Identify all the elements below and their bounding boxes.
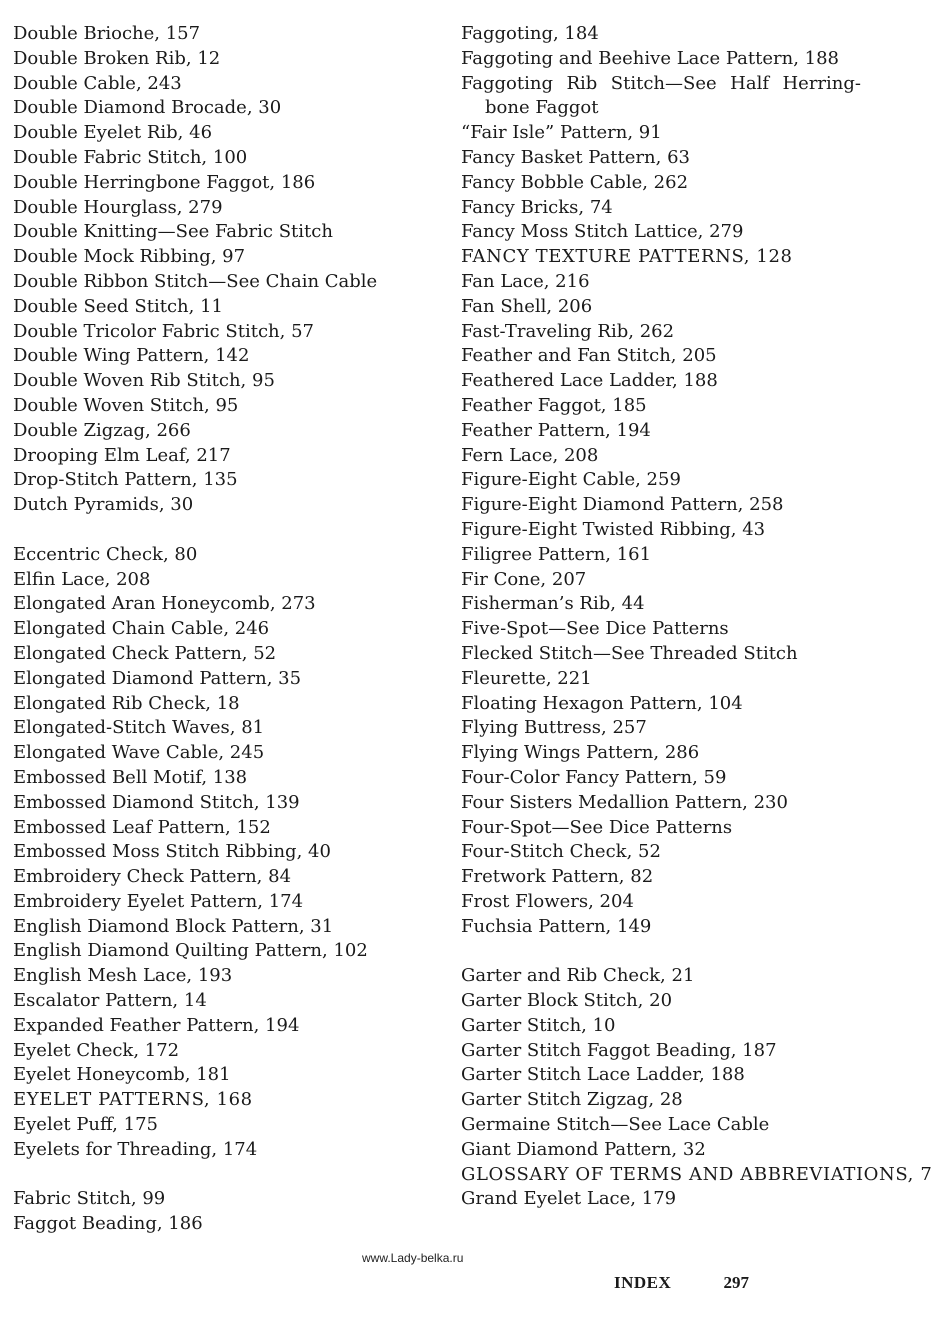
index-entry: Faggoting and Beehive Lace Pattern, 188 bbox=[461, 47, 839, 69]
index-entry: Eccentric Check, 80 bbox=[13, 543, 198, 565]
index-entry: Fancy Basket Pattern, 63 bbox=[461, 146, 690, 168]
index-entry: Double Knitting—See Fabric Stitch bbox=[13, 221, 333, 243]
index-entry: Double Brioche, 157 bbox=[13, 23, 201, 44]
index-entry: FANCY TEXTURE PATTERNS, 128 bbox=[461, 246, 793, 268]
index-entry: Double Mock Ribbing, 97 bbox=[13, 246, 246, 268]
index-entry: Feather Faggot, 185 bbox=[461, 394, 647, 416]
index-entry: Fir Cone, 207 bbox=[461, 568, 587, 590]
index-entry: Eyelets for Threading, 174 bbox=[13, 1138, 258, 1160]
index-entry: Germaine Stitch—See Lace Cable bbox=[461, 1114, 770, 1136]
index-entry: Faggot Beading, 186 bbox=[13, 1213, 203, 1235]
index-entry: Fancy Bricks, 74 bbox=[461, 196, 613, 218]
watermark: www.Lady-belka.ru bbox=[362, 1251, 464, 1265]
index-entry: Expanded Feather Pattern, 194 bbox=[13, 1014, 300, 1036]
index-entry: Double Ribbon Stitch—See Chain Cable bbox=[13, 270, 378, 292]
index-entry: Four-Color Fancy Pattern, 59 bbox=[461, 766, 727, 788]
index-entry: Double Hourglass, 279 bbox=[13, 196, 223, 218]
index-entry: Embroidery Check Pattern, 84 bbox=[13, 866, 292, 888]
index-entry: Drop-Stitch Pattern, 135 bbox=[13, 469, 238, 491]
index-entry: Escalator Pattern, 14 bbox=[13, 990, 207, 1012]
index-entry: “Fair Isle” Pattern, 91 bbox=[461, 122, 662, 144]
index-entry: Fan Shell, 206 bbox=[461, 295, 593, 317]
index-entry: Garter and Rib Check, 21 bbox=[461, 965, 695, 987]
index-entry: Elongated Check Pattern, 52 bbox=[13, 642, 277, 664]
index-entry: Drooping Elm Leaf, 217 bbox=[13, 444, 231, 466]
index-entry: Double Tricolor Fabric Stitch, 57 bbox=[13, 320, 314, 342]
index-entry: Embossed Moss Stitch Ribbing, 40 bbox=[13, 841, 331, 863]
index-entry: Four Sisters Medallion Pattern, 230 bbox=[461, 791, 788, 813]
index-entry: Feather and Fan Stitch, 205 bbox=[461, 345, 717, 367]
index-section-gap bbox=[13, 1163, 423, 1188]
index-entry: Double Eyelet Rib, 46 bbox=[13, 122, 213, 144]
index-entry: Flying Buttress, 257 bbox=[461, 717, 647, 739]
page-footer bbox=[614, 1273, 749, 1293]
index-entry: Double Diamond Brocade, 30 bbox=[13, 97, 282, 119]
index-entry: Grand Eyelet Lace, 179 bbox=[461, 1188, 677, 1210]
index-entry: Elfin Lace, 208 bbox=[13, 568, 151, 590]
index-entry: Fast-Traveling Rib, 262 bbox=[461, 320, 675, 342]
index-entry: Five-Spot—See Dice Patterns bbox=[461, 618, 729, 640]
index-entry: Floating Hexagon Pattern, 104 bbox=[461, 692, 743, 714]
index-entry: Embossed Diamond Stitch, 139 bbox=[13, 791, 300, 813]
index-entry: Elongated-Stitch Waves, 81 bbox=[13, 717, 265, 739]
index-entry: Double Woven Stitch, 95 bbox=[13, 394, 239, 416]
index-entry: Double Woven Rib Stitch, 95 bbox=[13, 370, 275, 392]
index-entry: Filigree Pattern, 161 bbox=[461, 543, 652, 565]
index-entry: Embroidery Eyelet Pattern, 174 bbox=[13, 890, 304, 912]
index-entry: Double Wing Pattern, 142 bbox=[13, 345, 250, 367]
index-entry: Four-Spot—See Dice Patterns bbox=[461, 816, 733, 838]
footer-label: INDEX bbox=[614, 1273, 672, 1292]
index-entry: Double Broken Rib, 12 bbox=[13, 47, 221, 69]
index-section-gap bbox=[461, 939, 861, 964]
index-entry: Eyelet Honeycomb, 181 bbox=[13, 1064, 231, 1086]
index-entry: Fancy Bobble Cable, 262 bbox=[461, 171, 689, 193]
index-entry: GLOSSARY OF TERMS AND ABBREVIATIONS, 7 bbox=[461, 1163, 932, 1185]
index-entry: Eyelet Puff, 175 bbox=[13, 1114, 158, 1136]
index-entry: Garter Block Stitch, 20 bbox=[461, 990, 673, 1012]
index-entry: Fisherman’s Rib, 44 bbox=[461, 593, 645, 615]
page-number: 297 bbox=[723, 1273, 750, 1292]
index-entry: Fern Lace, 208 bbox=[461, 444, 599, 466]
index-entry: Garter Stitch Lace Ladder, 188 bbox=[461, 1064, 745, 1086]
index-entry: Figure-Eight Cable, 259 bbox=[461, 469, 681, 491]
index-entry: Embossed Leaf Pattern, 152 bbox=[13, 816, 271, 838]
index-entry: Fretwork Pattern, 82 bbox=[461, 866, 654, 888]
index-entry: EYELET PATTERNS, 168 bbox=[13, 1089, 253, 1111]
index-section-gap bbox=[13, 518, 423, 543]
index-entry: Double Herringbone Faggot, 186 bbox=[13, 171, 316, 193]
index-entry: Fancy Moss Stitch Lattice, 279 bbox=[461, 221, 744, 243]
index-entry: Fleurette, 221 bbox=[461, 667, 592, 689]
index-entry: Elongated Diamond Pattern, 35 bbox=[13, 667, 302, 689]
index-entry: English Mesh Lace, 193 bbox=[13, 965, 233, 987]
index-entry: Garter Stitch Zigzag, 28 bbox=[461, 1089, 683, 1111]
index-entry: Four-Stitch Check, 52 bbox=[461, 841, 661, 863]
index-entry: Garter Stitch, 10 bbox=[461, 1014, 616, 1036]
index-entry: Frost Flowers, 204 bbox=[461, 890, 634, 912]
index-entry: Flying Wings Pattern, 286 bbox=[461, 742, 700, 764]
index-entry: Flecked Stitch—See Threaded Stitch bbox=[461, 642, 798, 664]
index-entry: Feather Pattern, 194 bbox=[461, 419, 651, 441]
index-entry: Elongated Wave Cable, 245 bbox=[13, 742, 265, 764]
index-column-right bbox=[461, 22, 932, 1212]
index-entry: Faggoting, 184 bbox=[461, 23, 599, 44]
index-entry: Dutch Pyramids, 30 bbox=[13, 494, 194, 516]
index-entry: Fan Lace, 216 bbox=[461, 270, 590, 292]
index-entry: Double Fabric Stitch, 100 bbox=[13, 146, 248, 168]
index-entry: Elongated Aran Honeycomb, 273 bbox=[13, 593, 316, 615]
index-entry: Double Seed Stitch, 11 bbox=[13, 295, 223, 317]
index-entry: Feathered Lace Ladder, 188 bbox=[461, 370, 718, 392]
index-entry: Figure-Eight Twisted Ribbing, 43 bbox=[461, 518, 766, 540]
index-entry: Garter Stitch Faggot Beading, 187 bbox=[461, 1039, 777, 1061]
index-entry: English Diamond Block Pattern, 31 bbox=[13, 915, 334, 937]
index-entry: Eyelet Check, 172 bbox=[13, 1039, 180, 1061]
index-entry: Giant Diamond Pattern, 32 bbox=[461, 1138, 706, 1160]
index-entry: English Diamond Quilting Pattern, 102 bbox=[13, 940, 368, 962]
index-entry: Fabric Stitch, 99 bbox=[13, 1188, 166, 1210]
index-entry: Elongated Chain Cable, 246 bbox=[13, 618, 270, 640]
index-entry: Double Cable, 243 bbox=[13, 72, 182, 94]
index-entry: Embossed Bell Motif, 138 bbox=[13, 766, 248, 788]
index-entry: Faggoting Rib Stitch—See Half Herring-bone Faggot bbox=[461, 72, 861, 119]
index-entry: Double Zigzag, 266 bbox=[13, 419, 191, 441]
index-entry: Fuchsia Pattern, 149 bbox=[461, 915, 652, 937]
index-column-left bbox=[13, 22, 423, 1237]
index-entry: Elongated Rib Check, 18 bbox=[13, 692, 240, 714]
index-entry: Figure-Eight Diamond Pattern, 258 bbox=[461, 494, 784, 516]
